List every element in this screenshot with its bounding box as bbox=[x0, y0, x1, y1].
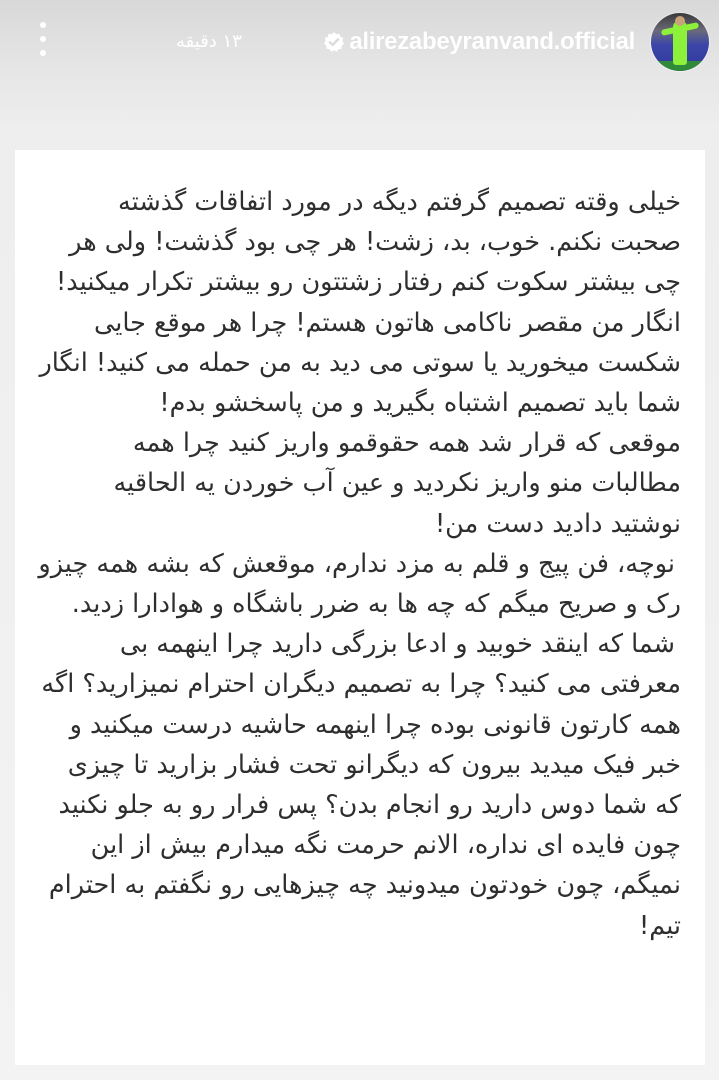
more-vertical-icon-dot bbox=[40, 22, 46, 28]
username[interactable]: alirezabeyranvand.official bbox=[349, 28, 635, 55]
post-timestamp: ۱۳ دقیقه bbox=[176, 31, 242, 52]
avatar-figure-head bbox=[675, 16, 685, 26]
post-line: چون فایده ای نداره، الانم حرمت نگه میدارم بیش از این bbox=[90, 830, 681, 861]
post-line: نوشتید دادید دست من! bbox=[434, 508, 681, 539]
story-header bbox=[0, 0, 719, 90]
post-text-body bbox=[31, 182, 681, 946]
post-line: نوچه، فن پیج و قلم به مزد ندارم، موقعش که بشه همه چیزو bbox=[38, 548, 675, 579]
more-vertical-icon-dot bbox=[40, 36, 46, 42]
post-line: همه کارتون قانونی بوده چرا اینهمه حاشیه درست میکنید و bbox=[69, 709, 681, 740]
post-line: شما باید تصمیم اشتباه بگیرید و من پاسخشو بدم! bbox=[159, 388, 681, 419]
profile-avatar[interactable] bbox=[651, 13, 709, 71]
verified-badge-icon bbox=[323, 31, 345, 53]
post-line: چی بیشتر سکوت کنم رفتار زشتتون رو بیشتر تکرار میکنید! bbox=[56, 267, 681, 298]
username-row[interactable] bbox=[323, 28, 635, 56]
post-line: شما که اینقد خوبید و ادعا بزرگی دارید چرا اینهمه بی bbox=[119, 629, 675, 660]
post-line: صحبت نکنم. خوب، بد، زشت! هر چی بود گذشت! ولی هر bbox=[69, 227, 681, 258]
post-line: شکست میخورید یا سوتی می دید به من حمله می کنید! انگار bbox=[39, 347, 681, 378]
avatar-figure bbox=[673, 21, 687, 65]
post-line: خبر فیک میدید بیرون که دیگرانو تحت فشار بزارید تا چیزی bbox=[67, 749, 681, 780]
post-line: مطالبات منو واریز نکردید و عین آب خوردن یه الحاقیه bbox=[113, 468, 681, 499]
post-line: موقعی که قرار شد همه حقوقمو واریز کنید چرا همه bbox=[132, 428, 681, 459]
post-line: رک و صریح میگم که چه ها به ضرر باشگاه و هوادارا زدید. bbox=[71, 589, 681, 620]
more-options-button[interactable] bbox=[36, 22, 50, 56]
more-vertical-icon-dot bbox=[40, 50, 46, 56]
post-line: تیم! bbox=[639, 910, 681, 941]
post-line: خیلی وقته تصمیم گرفتم دیگه در مورد اتفاقات گذشته bbox=[117, 187, 681, 217]
post-line: معرفتی می کنید؟ چرا به تصمیم دیگران احترام نمیزارید؟ اگه bbox=[41, 669, 681, 700]
post-line: که شما دوس دارید رو انجام بدن؟ پس فرار رو به جلو نکنید bbox=[58, 790, 681, 821]
post-line: انگار من مقصر ناکامی هاتون هستم! چرا هر موقع جایی bbox=[93, 307, 681, 338]
post-line: نمیگم، چون خودتون میدونید چه چیزهایی رو نگفتم به احترام bbox=[48, 870, 681, 901]
